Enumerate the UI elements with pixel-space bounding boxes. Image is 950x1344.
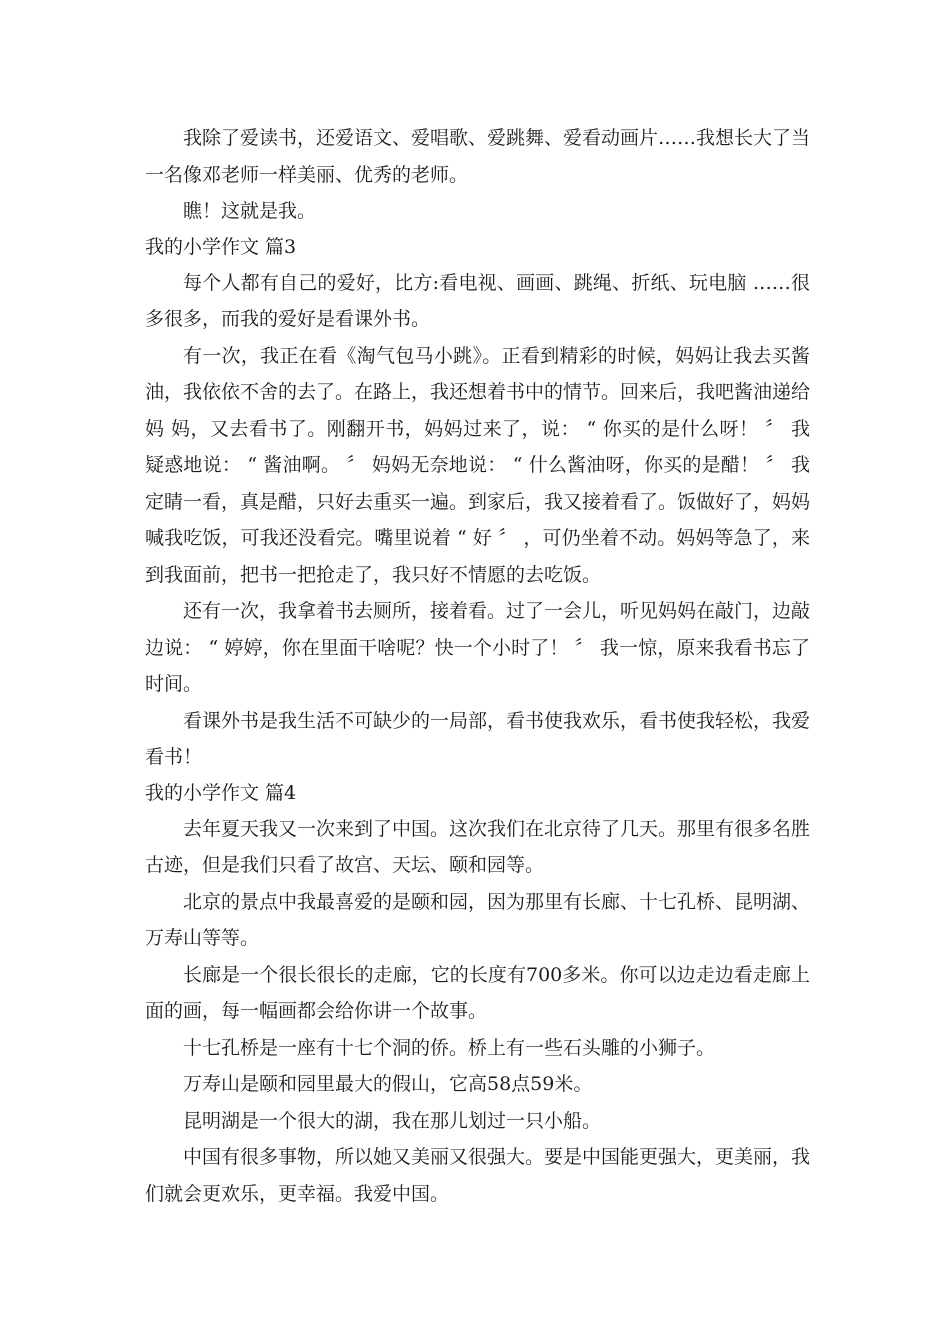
paragraph: 看课外书是我生活不可缺少的一局部，看书使我欢乐，看书使我轻松，我爱看书！: [145, 709, 811, 768]
paragraph: 昆明湖是一个很大的湖，我在那儿划过一只小船。: [183, 1109, 602, 1132]
paragraph: 还有一次，我拿着书去厕所，接着看。过了一会儿，听见妈妈在敲门，边敲边说： “ 婷婷，你在里面干啥呢？快一个小时了！ 〞 我一惊，原来我看书忘了时间。: [145, 600, 811, 695]
paragraph: 十七孔桥是一座有十七个洞的侨。桥上有一些石头雕的小狮子。: [183, 1036, 716, 1059]
document-body: [145, 120, 810, 1212]
paragraph: 去年夏天我又一次来到了中国。这次我们在北京待了几天。那里有很多名胜古迹，但是我们只看了故宫、天坛、颐和园等。: [145, 817, 811, 876]
paragraph: 万寿山是颐和园里最大的假山，它高58点59米。: [183, 1073, 593, 1095]
paragraph: 我除了爱读书，还爱语文、爱唱歌、爱跳舞、爱看动画片……我想长大了当一名像邓老师一样美丽、优秀的老师。: [145, 127, 811, 186]
paragraph: 有一次，我正在看《淘气包马小跳》。正看到精彩的时候，妈妈让我去买酱油，我依依不舍的去了。在路上，我还想着书中的情节。回来后，我吧酱油递给妈 妈，又去看书了。刚翻开书，妈妈过来了，说： “ 你买的是什么呀！ 〞 我疑惑地说： “ 酱油啊。 〞 妈妈无奈地说： “ 什么酱油呀，你买的是醋！ 〞 我定睛一看，真是醋，只好去重买一遍。到家后，我又接着看了。饭做好了，妈妈喊我吃饭，可我还没看完。嘴里说着 “ 好 〞 ，可仍坐着不动。妈妈等急了，来到我面前，把书一把抢走了，我只好不情愿的去吃饭。: [145, 344, 811, 586]
paragraph: 瞧！这就是我。: [183, 200, 317, 222]
paragraph: 中国有很多事物，所以她又美丽又很强大。要是中国能更强大，更美丽，我们就会更欢乐，更幸福。我爱中国。: [145, 1146, 811, 1205]
paragraph: 北京的景点中我最喜爱的是颐和园，因为那里有长廊、十七孔桥、昆明湖、万寿山等等。: [145, 890, 811, 949]
paragraph: 每个人都有自己的爱好，比方:看电视、画画、跳绳、折纸、玩电脑 ……很多很多，而我的爱好是看课外书。: [145, 271, 810, 330]
section-heading: 我的小学作文 篇4: [145, 781, 297, 804]
section-heading: 我的小学作文 篇3: [145, 235, 297, 258]
paragraph: 长廊是一个很长很长的走廊，它的长度有700多米。你可以边走边看走廊上面的画，每一幅画都会给你讲一个故事。: [145, 963, 810, 1022]
